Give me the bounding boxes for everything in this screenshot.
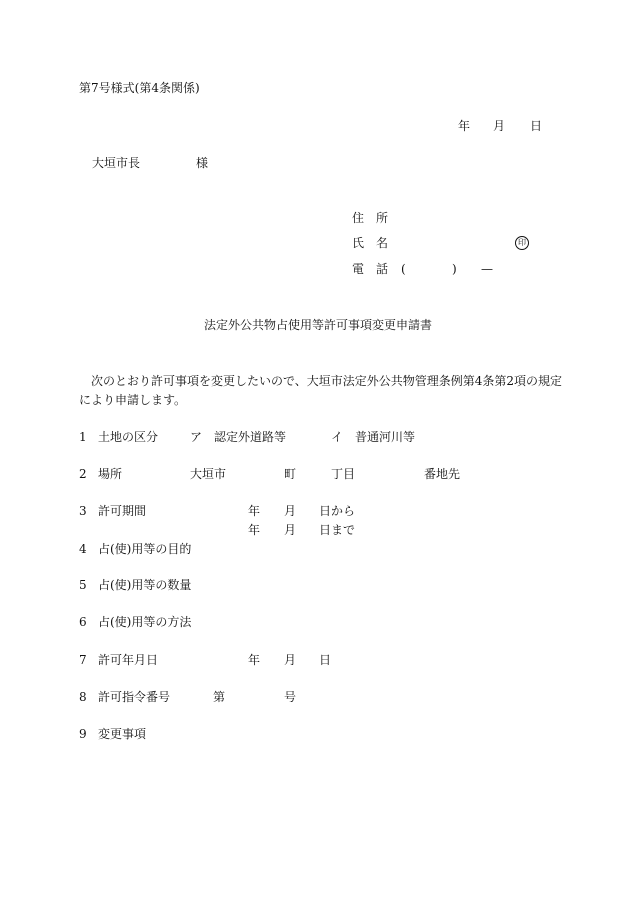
phone-close-paren: ) [452,262,457,276]
item-number: 8 [79,690,87,704]
period-from-day: 日から [319,504,356,518]
document-title: 法定外公共物占使用等許可事項変更申請書 [204,318,433,332]
period-to-month: 月 [284,523,297,537]
permit-month: 月 [284,653,297,667]
item-number: 2 [79,467,87,481]
phone-label: 電 話 [352,262,389,276]
item-label: 許可指令番号 [98,690,171,704]
permit-year: 年 [248,653,261,667]
location-town: 町 [284,467,297,481]
option-a: ア 認定外道路等 [190,430,287,444]
item-number: 4 [79,542,87,556]
item-label: 場所 [98,467,123,481]
item-label: 変更事項 [98,727,147,741]
item-number: 5 [79,578,87,592]
period-from-month: 月 [284,504,297,518]
period-to-day: 日まで [319,523,356,537]
form-label: 第7号様式(第4条関係) [79,81,200,95]
item-label: 許可期間 [98,504,147,518]
date-day: 日 [530,119,543,133]
body-text-line-1: 次のとおり許可事項を変更したいので、大垣市法定外公共物管理条例第4条第2項の規定 [91,374,563,388]
addressee-name: 大垣市長 [92,156,141,170]
item-number: 3 [79,504,87,518]
phone-open-paren: ( [401,262,406,276]
seal-mark: 印 [515,236,529,250]
addressee-honorific: 様 [196,156,209,170]
item-label: 占(使)用等の目的 [98,542,192,556]
name-label: 氏 名 [352,236,389,250]
location-chome: 丁目 [331,467,356,481]
item-number: 6 [79,615,87,629]
period-to-year: 年 [248,523,261,537]
date-year: 年 [458,119,471,133]
item-number: 1 [79,430,87,444]
phone-dash: — [481,262,493,276]
item-label: 占(使)用等の方法 [98,615,192,629]
permit-day: 日 [319,653,332,667]
item-label: 土地の区分 [98,430,159,444]
item-number: 7 [79,653,87,667]
item-number: 9 [79,727,87,741]
date-month: 月 [493,119,506,133]
location-city: 大垣市 [190,467,227,481]
item-label: 許可年月日 [98,653,159,667]
period-from-year: 年 [248,504,261,518]
address-label: 住 所 [352,211,389,225]
permit-number-suffix: 号 [284,690,297,704]
item-label: 占(使)用等の数量 [98,578,192,592]
body-text-line-2: により申請します。 [79,393,187,407]
location-banchi: 番地先 [424,467,461,481]
option-b: イ 普通河川等 [331,430,416,444]
permit-number-prefix: 第 [213,690,226,704]
